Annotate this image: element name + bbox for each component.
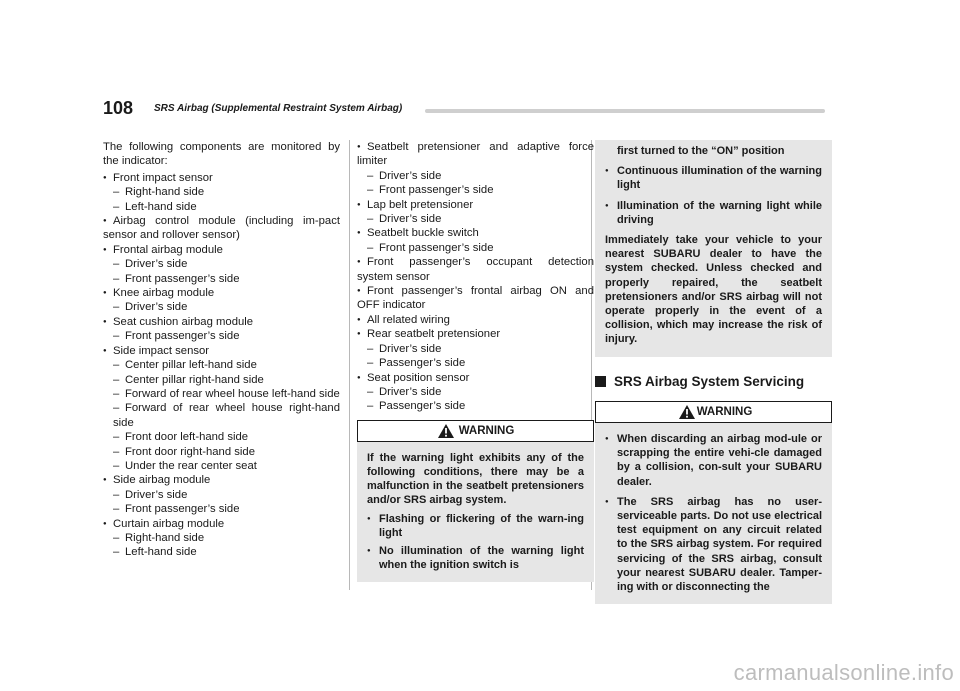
sub-item: – Driver’s side — [367, 213, 442, 226]
sub-item: – Front door left-hand side — [113, 431, 249, 444]
header-rule — [425, 109, 825, 113]
warning-bullet: ● Continuous illumination of the warning light — [605, 164, 822, 192]
sub-item: – Passenger’s side — [367, 400, 466, 413]
list-item: ● Rear seatbelt pretensioner — [357, 327, 594, 341]
sub-item: – Front door right-hand side — [113, 445, 255, 458]
column-divider — [349, 140, 350, 590]
warning-box — [595, 401, 832, 604]
sub-item: – Right-hand side — [113, 186, 205, 199]
list-item: ● Lap belt pretensioner — [357, 198, 594, 212]
sub-item: – Forward of rear wheel house right-hand side — [113, 402, 340, 429]
list-item: ● All related wiring — [357, 313, 594, 327]
list-item: ● Front passenger’s occupant detection system sensor — [357, 255, 594, 284]
warning-header — [595, 401, 832, 423]
list-item: ● Seat position sensor — [357, 371, 594, 385]
list-item: ● Curtain airbag module — [103, 517, 340, 531]
warning-bullet: ● No illumination of the warning light when the ignition switch is — [367, 544, 584, 572]
list-item: ● Side airbag module — [103, 473, 340, 487]
warning-bullet: ● Flashing or flickering of the warn-ing light — [367, 512, 584, 540]
column-3 — [595, 140, 832, 604]
list-item: ● Front impact sensor — [103, 171, 340, 185]
warning-intro: If the warning light exhibits any of the following conditions, there may be a malfunction in the seatbelt pretensioners and/or SRS airbag system. — [367, 451, 584, 507]
sub-item: – Driver’s side — [367, 169, 442, 182]
warning-triangle-icon — [437, 423, 455, 439]
sub-item: – Left-hand side — [113, 546, 197, 559]
list-item: ● Seatbelt buckle switch — [357, 226, 594, 240]
chapter-title: SRS Airbag (Supplemental Restraint System Airbag) — [154, 103, 403, 114]
sub-item: – Forward of rear wheel house left-hand side — [113, 387, 340, 400]
page-number: 108 — [103, 98, 134, 118]
warning-bullet: ● When discarding an airbag mod-ule or scrapping the entire vehi-cle damaged by a collision, con-sult your SUBARU dealer. — [605, 432, 822, 489]
warning-title: WARNING — [696, 406, 753, 419]
section-title: SRS Airbag System Servicing — [614, 373, 805, 389]
sub-item: – Left-hand side — [113, 200, 197, 213]
list-item: ● Frontal airbag module — [103, 243, 340, 257]
sub-item: – Center pillar right-hand side — [113, 373, 264, 386]
sub-item: – Front passenger’s side — [113, 330, 240, 343]
sub-item: – Under the rear center seat — [113, 459, 257, 472]
intro-paragraph: The following components are monitored by the indicator: — [103, 141, 340, 168]
warning-content — [595, 423, 832, 604]
column-1 — [103, 140, 340, 560]
list-item: ● Airbag control module (including im-pact sensor and rollover sensor) — [103, 214, 340, 243]
warning-bullet: ● The SRS airbag has no user-serviceable parts. Do not use electrical test equipment on any circuit related to the SRS airbag system. For required servicing of the SRS airbag, consult your nearest SUBARU dealer. Tamper-ing with or disconnecting the — [605, 495, 822, 594]
list-item: ● Front passenger’s frontal airbag ON and OFF indicator — [357, 284, 594, 313]
warning-bullet: ● Illumination of the warning light while driving — [605, 199, 822, 227]
sub-item: – Driver’s side — [113, 258, 188, 271]
list-item: ● Seatbelt pretensioner and adaptive force limiter — [357, 140, 594, 169]
sub-item: – Center pillar left-hand side — [113, 359, 257, 372]
column-2 — [357, 140, 594, 582]
list-item: ● Seat cushion airbag module — [103, 315, 340, 329]
sub-item: – Front passenger’s side — [113, 503, 240, 516]
page-header — [103, 98, 825, 122]
sub-item: – Passenger’s side — [367, 357, 466, 370]
warning-continued-text: first turned to the “ON” position — [617, 145, 785, 157]
warning-box-continued — [595, 140, 832, 357]
section-heading — [595, 375, 832, 389]
sub-item: – Front passenger’s side — [367, 184, 494, 197]
warning-triangle-icon — [678, 404, 696, 420]
warning-title: WARNING — [458, 424, 515, 437]
sub-item: – Front passenger’s side — [367, 241, 494, 254]
watermark: carmanualsonline.info — [733, 660, 954, 685]
warning-content — [357, 442, 594, 583]
warning-header — [357, 420, 594, 442]
list-item: ● Knee airbag module — [103, 286, 340, 300]
sub-item: – Driver’s side — [113, 488, 188, 501]
sub-item: – Front passenger’s side — [113, 272, 240, 285]
warning-closing: Immediately take your vehicle to your nearest SUBARU dealer to have the system checked. Unless checked and properly repaired, the seatbelt pretensioners and/or SRS airbag will not operate properly in the event of a collision, which may increase the risk of injury. — [605, 234, 822, 346]
section-square-icon — [595, 376, 606, 387]
sub-item: – Driver’s side — [367, 385, 442, 398]
sub-item: – Driver’s side — [367, 342, 442, 355]
warning-box — [357, 420, 594, 583]
sub-item: – Driver’s side — [113, 301, 188, 314]
sub-item: – Right-hand side — [113, 531, 205, 544]
list-item: ● Side impact sensor — [103, 344, 340, 358]
